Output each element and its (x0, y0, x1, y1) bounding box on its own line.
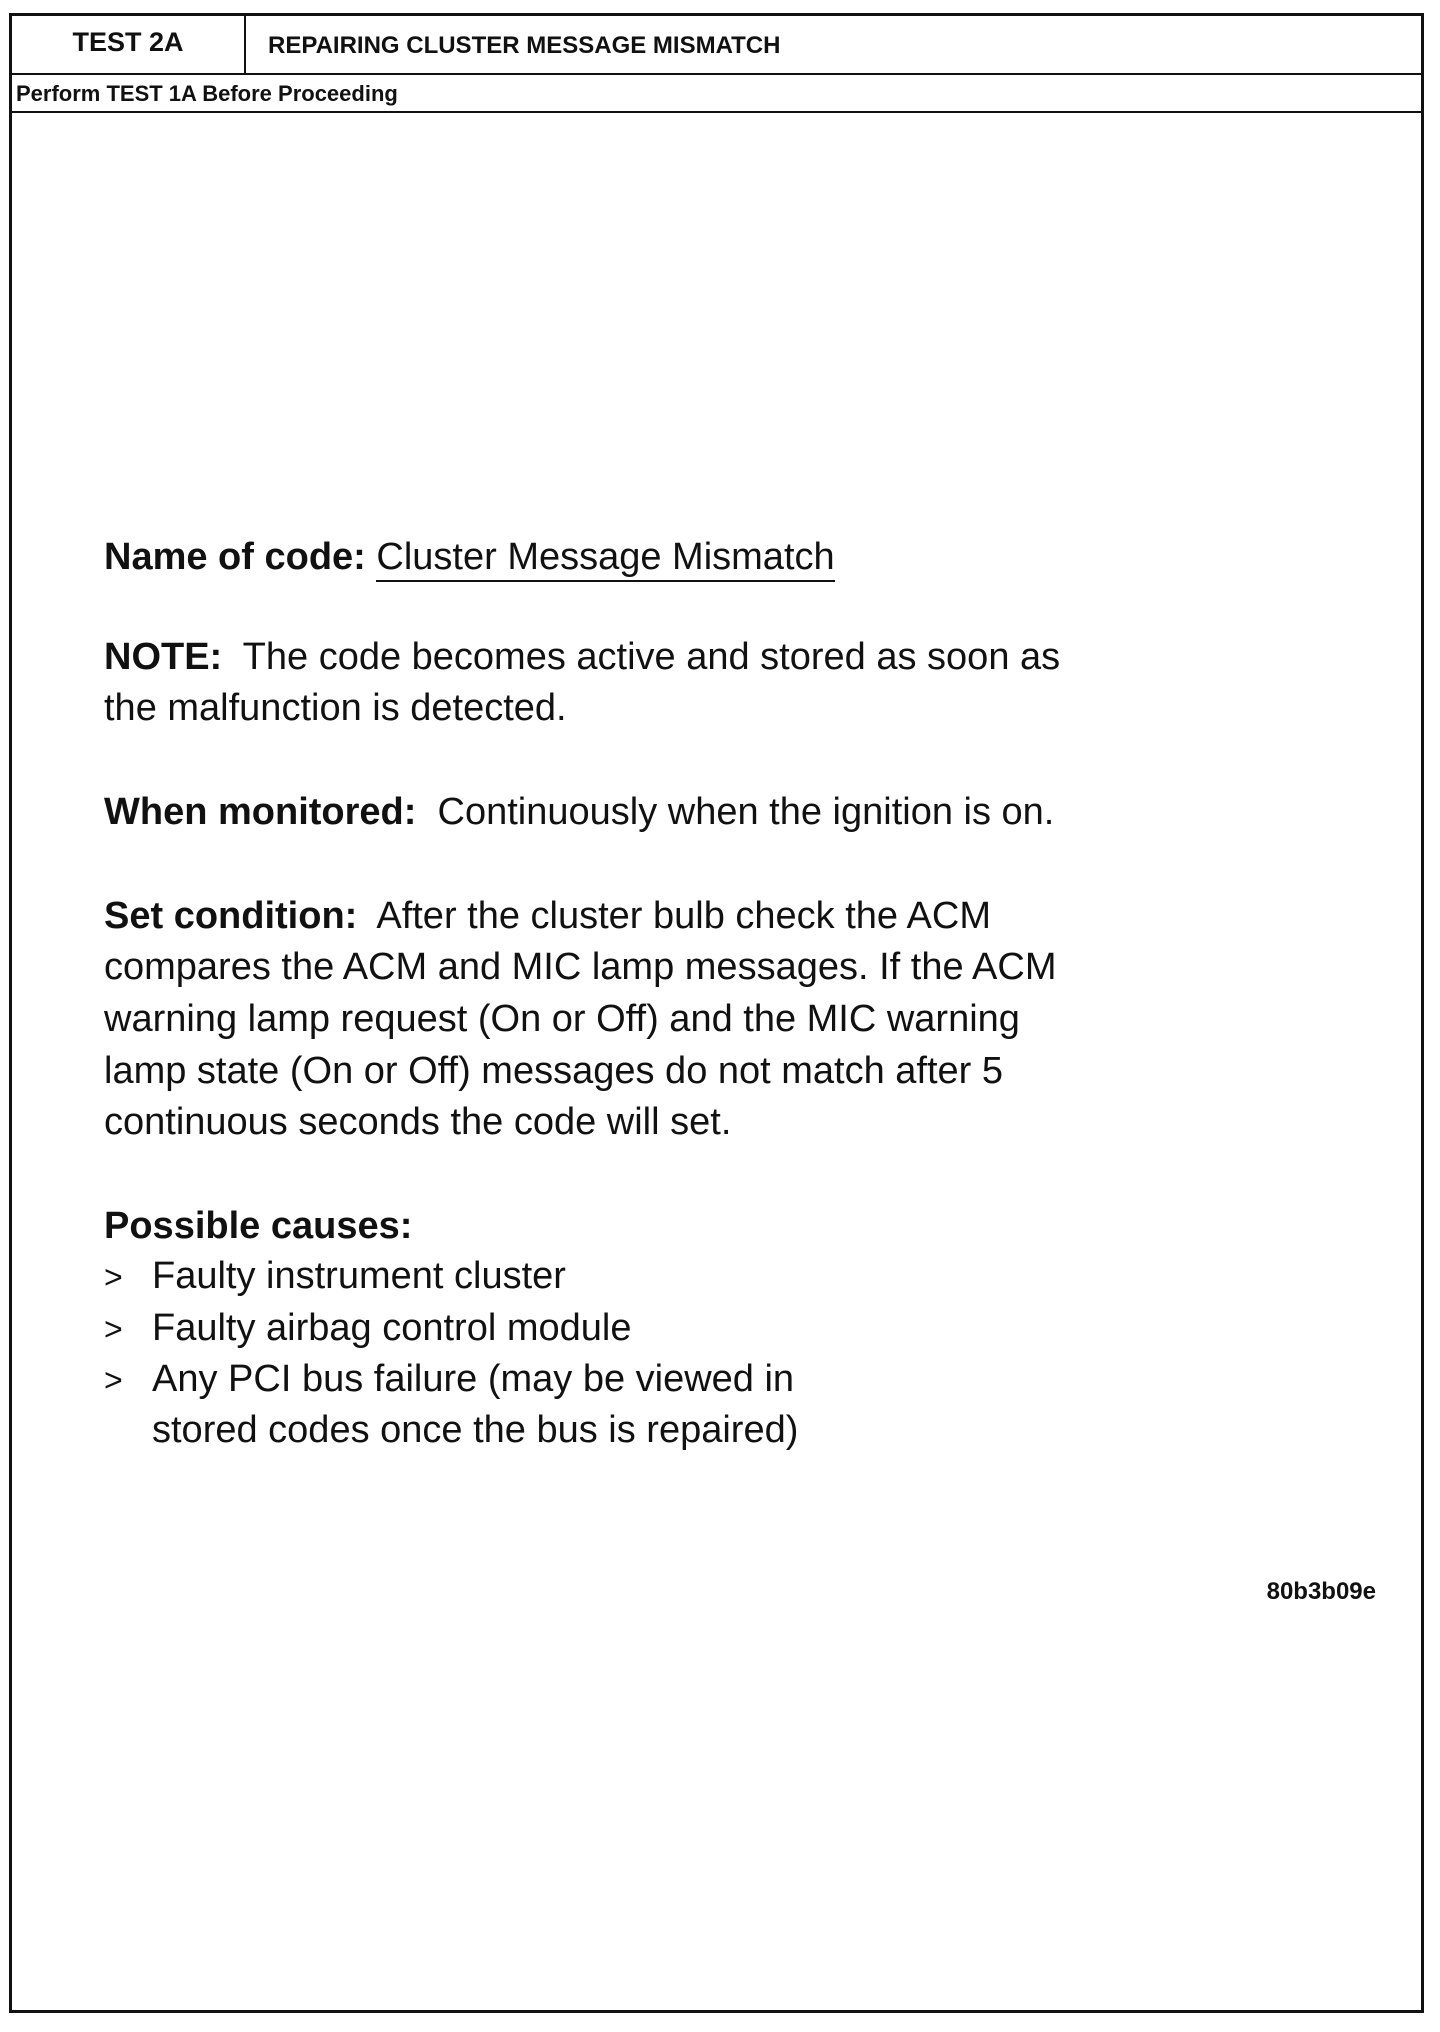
set-condition-label: Set condition: (104, 895, 358, 937)
bullet-marker: > (104, 1311, 123, 1347)
test-header-row (12, 16, 1421, 75)
test-title: REPAIRING CLUSTER MESSAGE MISMATCH (268, 32, 781, 59)
cause-item-continuation: stored codes once the bus is repaired) (152, 1409, 799, 1451)
bullet-marker: > (104, 1259, 123, 1295)
bullet-marker: > (104, 1362, 123, 1398)
prerequisite-note: Perform TEST 1A Before Proceeding (12, 75, 1421, 113)
set-condition-text-1: After the cluster bulb check the ACM (376, 895, 991, 937)
possible-causes-label: Possible causes: (104, 1205, 413, 1247)
cause-item (104, 1304, 631, 1353)
set-condition-line-4: lamp state (On or Off) messages do not match after 5 (104, 1050, 1004, 1092)
cause-item (104, 1252, 566, 1301)
when-monitored-label: When monitored: (104, 791, 417, 833)
set-condition-line-3: warning lamp request (On or Off) and the MIC warning (104, 998, 1020, 1040)
code-name-value: Cluster Message Mismatch (376, 536, 834, 582)
note-text-1: The code becomes active and stored as soon as (242, 636, 1061, 678)
cause-text: Any PCI bus failure (may be viewed in (152, 1358, 795, 1400)
cause-item (104, 1355, 794, 1404)
code-name-line (104, 533, 835, 581)
when-monitored-line (104, 788, 1054, 836)
note-line-1 (104, 633, 1060, 681)
set-condition-line-5: continuous seconds the code will set. (104, 1101, 732, 1143)
cause-text: Faulty instrument cluster (152, 1255, 566, 1297)
cause-text: Faulty airbag control module (152, 1307, 632, 1349)
test-page-frame (9, 13, 1424, 2013)
when-monitored-value: Continuously when the ignition is on. (437, 791, 1055, 833)
note-label: NOTE: (104, 636, 223, 678)
test-id: TEST 2A (12, 16, 246, 73)
set-condition-line-1 (104, 892, 991, 940)
code-name-label: Name of code: (104, 536, 366, 578)
set-condition-line-2: compares the ACM and MIC lamp messages. If the ACM (104, 946, 1057, 988)
figure-id: 80b3b09e (1266, 1578, 1376, 1605)
note-line-2: the malfunction is detected. (104, 687, 567, 729)
